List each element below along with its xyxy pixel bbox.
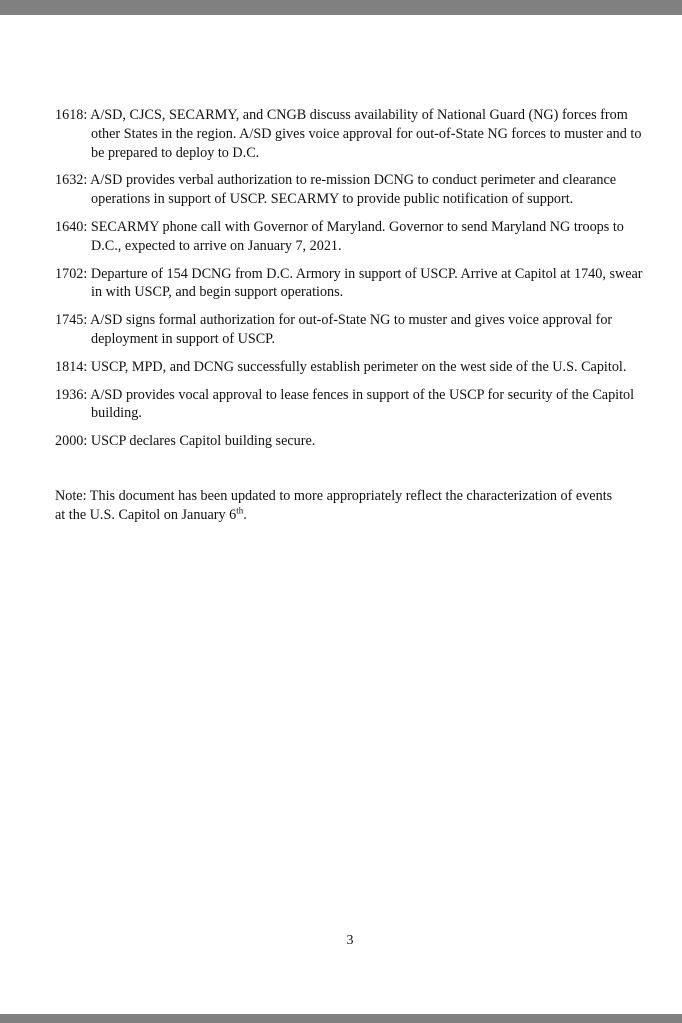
entry-time: 1745 xyxy=(55,312,84,329)
timeline-entry: 1640: SECARMY phone call with Governor of Maryland. Governor to send Maryland NG troops to D.C., expected to arrive on January 7, 2021. xyxy=(55,218,624,254)
entry-text: USCP, MPD, and DCNG successfully establish perimeter on the west side of the U.S. Capitol. xyxy=(90,358,627,375)
entry-time: 1814 xyxy=(55,358,84,375)
bottom-border-bar xyxy=(0,1014,682,1023)
entry-text: SECARMY phone call with Governor of Maryland. Governor to send Maryland NG troops to D.C., expected to arrive on January 7, 2021. xyxy=(90,218,624,254)
entry-time: 1702 xyxy=(55,265,84,282)
entry-text: A/SD signs formal authorization for out-of-State NG to muster and gives voice approval for deployment in support of USCP. xyxy=(90,312,613,347)
page-number: 3 xyxy=(346,933,354,948)
entry-text: A/SD, CJCS, SECARMY, and CNGB discuss availability of National Guard (NG) forces from other States in the region. A/SD gives voice approval for out-of-State NG forces to muster and to be prepared to deploy to D.C. xyxy=(90,107,642,161)
entry-text: A/SD provides verbal authorization to re-mission DCNG to conduct perimeter and clearance operations in support of USCP. SECARMY to provide public notification of support. xyxy=(90,172,617,208)
note-text: Note: This document has been updated to more appropriately reflect the characterization of events at the U.S. Capitol on January 6 xyxy=(55,487,613,523)
timeline-entry: 1745: A/SD signs formal authorization for out-of-State NG to muster and gives voice approval for deployment in support of USCP. xyxy=(55,312,613,347)
entry-text: Departure of 154 DCNG from D.C. Armory in support of USCP. Arrive at Capitol at 1740, swear in with USCP, and begin support operations. xyxy=(90,265,643,301)
entry-time: 1632 xyxy=(55,172,84,189)
entry-time: 1936 xyxy=(55,386,84,403)
note-superscript: th xyxy=(236,505,244,516)
top-border-bar xyxy=(0,0,682,15)
entry-time: 1640 xyxy=(55,218,84,235)
entry-text: USCP declares Capitol building secure. xyxy=(90,433,316,450)
document-body xyxy=(55,106,645,525)
entry-text: A/SD provides vocal approval to lease fences in support of the USCP for security of the Capitol building. xyxy=(90,386,635,422)
update-note xyxy=(55,487,625,525)
timeline-entry: 1814: USCP, MPD, and DCNG successfully establish perimeter on the west side of the U.S. Capitol. xyxy=(55,358,627,375)
entry-time: 2000 xyxy=(55,433,84,450)
entry-time: 1618 xyxy=(55,107,84,123)
timeline-entry: 1936: A/SD provides vocal approval to lease fences in support of the USCP for security of the Capitol building. xyxy=(55,386,635,422)
timeline-entry: 2000: USCP declares Capitol building secure. xyxy=(55,433,316,450)
timeline-entry: 1618: A/SD, CJCS, SECARMY, and CNGB discuss availability of National Guard (NG) forces from other States in the region. A/SD gives voice approval for out-of-State NG forces to muster and to be prepared to deploy to D.C. xyxy=(55,107,642,161)
note-suffix: . xyxy=(243,506,247,523)
timeline-entry: 1702: Departure of 154 DCNG from D.C. Armory in support of USCP. Arrive at Capitol at 1740, swear in with USCP, and begin support operations. xyxy=(55,265,643,301)
timeline-entry: 1632: A/SD provides verbal authorization to re-mission DCNG to conduct perimeter and clearance operations in support of USCP. SECARMY to provide public notification of support. xyxy=(55,172,617,208)
